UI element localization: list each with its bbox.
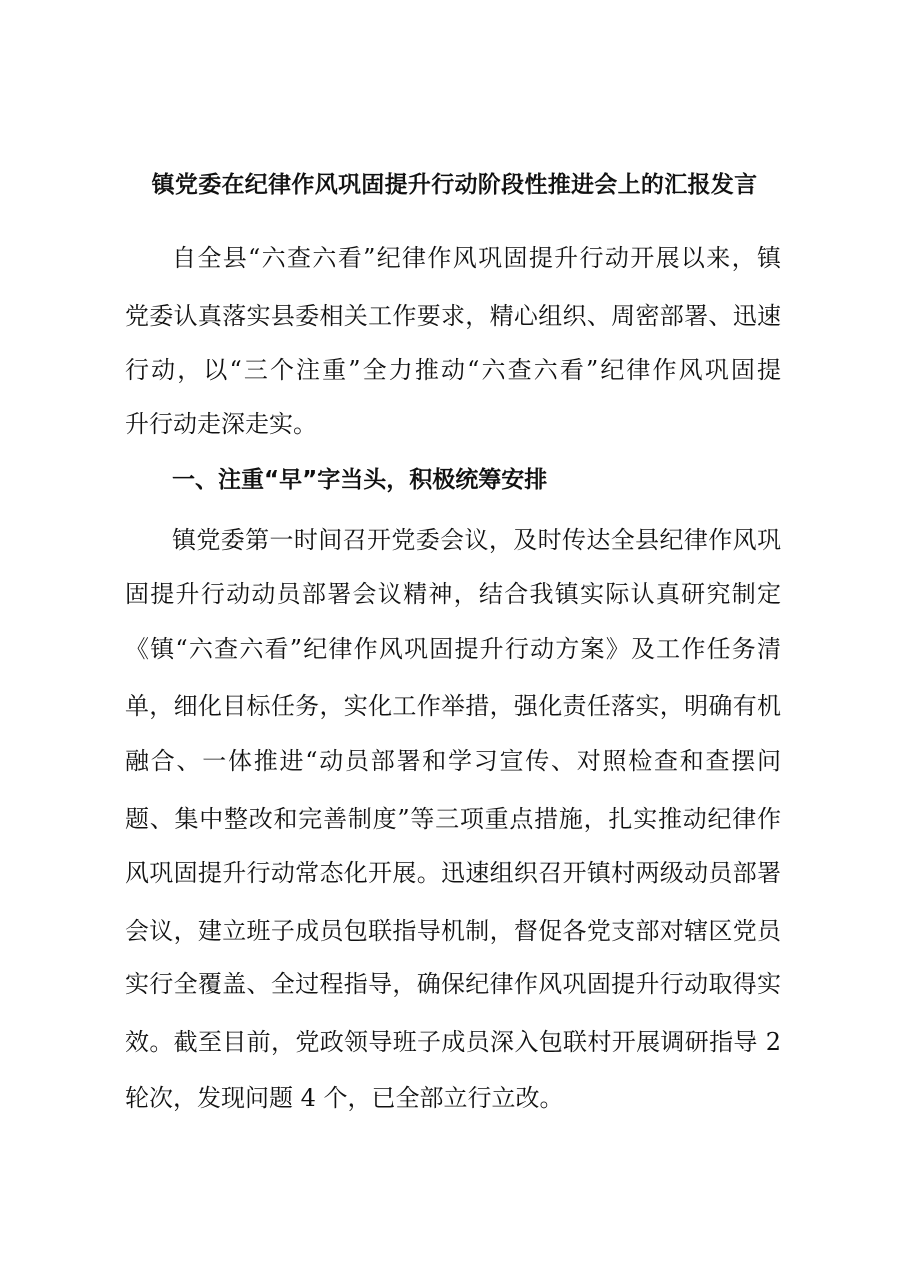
body-line: 实行全覆盖、全过程指导，确保纪律作风巩固提升行动取得实 (125, 970, 781, 998)
intro-line: 行动，以“三个注重”全力推动“六查六看”纪律作风巩固提 (125, 356, 781, 384)
intro-line: 党委认真落实县委相关工作要求，精心组织、周密部署、迅速 (125, 302, 781, 330)
body-line: 《镇“六查六看”纪律作风巩固提升行动方案》及工作任务清 (125, 635, 781, 663)
body-line: 效。截至目前，党政领导班子成员深入包联村开展调研指导 2 (125, 1028, 781, 1056)
body-line: 融合、一体推进“动员部署和学习宣传、对照检查和查摆问 (125, 747, 781, 775)
body-line: 轮次，发现问题 4 个，已全部立行立改。 (125, 1084, 564, 1112)
intro-line: 升行动走深走实。 (125, 410, 317, 438)
body-line: 镇党委第一时间召开党委会议，及时传达全县纪律作风巩 (172, 526, 781, 554)
body-line: 单，细化目标任务，实化工作举措，强化责任落实，明确有机 (125, 692, 781, 720)
body-line: 固提升行动动员部署会议精神，结合我镇实际认真研究制定 (125, 580, 781, 608)
body-line: 风巩固提升行动常态化开展。迅速组织召开镇村两级动员部署 (125, 859, 781, 887)
body-line: 题、集中整改和完善制度”等三项重点措施，扎实推动纪律作 (125, 805, 781, 833)
intro-line: 自全县“六查六看”纪律作风巩固提升行动开展以来，镇 (172, 244, 781, 272)
document-title: 镇党委在纪律作风巩固提升行动阶段性推进会上的汇报发言 (151, 172, 758, 198)
body-line: 会议，建立班子成员包联指导机制，督促各党支部对辖区党员 (125, 917, 781, 945)
section-heading: 一、注重“早”字当头，积极统筹安排 (172, 467, 548, 493)
